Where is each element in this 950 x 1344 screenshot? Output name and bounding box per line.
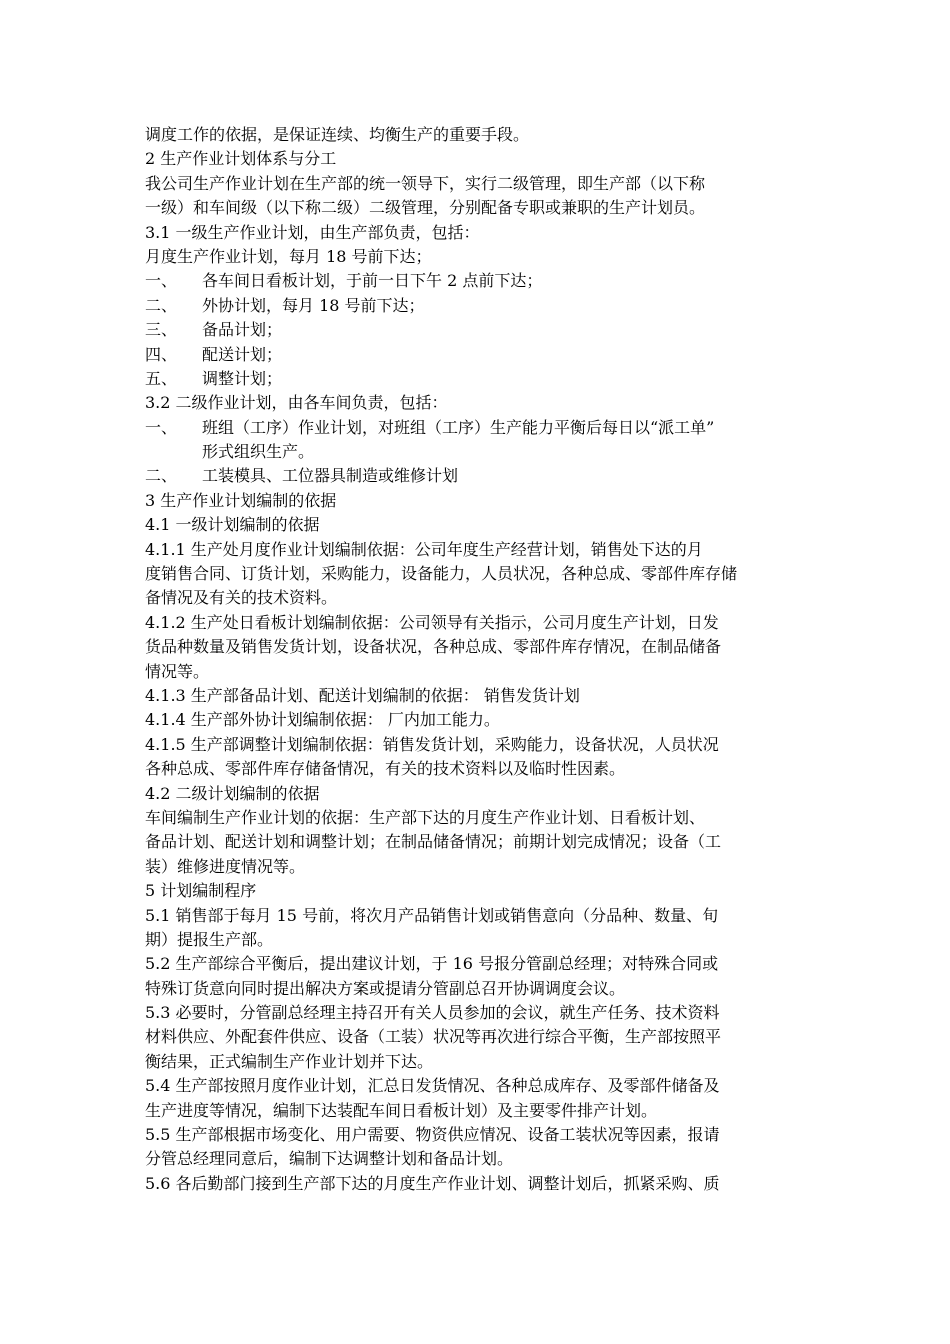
text-line [145, 172, 815, 196]
line-text: 3.1 一级生产作业计划，由生产部负责，包括： [145, 222, 480, 242]
line-text: 工装模具、工位器具制造或维修计划 [202, 466, 459, 486]
text-line [145, 343, 815, 367]
text-line [145, 221, 815, 245]
line-text: 特殊订货意向同时提出解决方案或提请分管副总召开协调调度会议。 [145, 978, 626, 998]
text-line [145, 489, 815, 513]
text-line [145, 1025, 815, 1049]
line-text: 外协计划，每月 18 号前下达； [202, 295, 425, 315]
line-text: 配送计划； [202, 344, 283, 364]
text-line [145, 708, 815, 732]
line-text: 调度工作的依据，是保证连续、均衡生产的重要手段。 [145, 125, 530, 144]
text-line [145, 879, 815, 903]
text-line [145, 684, 815, 708]
text-line [145, 733, 815, 757]
text-line [145, 635, 815, 659]
text-line [145, 757, 815, 781]
line-text: 4.1.3 生产部备品计划、配送计划编制的依据： 销售发货计划 [145, 685, 580, 705]
text-line [145, 611, 815, 635]
text-line [145, 830, 815, 854]
text-line [145, 977, 815, 1001]
text-line [145, 196, 815, 220]
text-line [145, 806, 815, 830]
line-text: 5.5 生产部根据市场变化、用户需要、物资供应情况、设备工装状况等因素，报请 [145, 1125, 720, 1145]
text-line [145, 391, 815, 415]
line-text: 4.1.1 生产处月度作业计划编制依据：公司年度生产经营计划，销售处下达的月 [145, 539, 703, 559]
text-line [145, 928, 815, 952]
text-line [145, 367, 815, 391]
line-text: 形式组织生产。 [202, 442, 315, 462]
line-text: 货品种数量及销售发货计划，设备状况，各种总成、零部件库存情况，在制品储备 [145, 637, 722, 657]
text-line [145, 660, 815, 684]
line-text: 5.4 生产部按照月度作业计划，汇总日发货情况、各种总成库存、及零部件储备及 [145, 1076, 720, 1096]
line-text: 3 生产作业计划编制的依据 [145, 490, 337, 510]
text-line [145, 1050, 815, 1074]
line-text: 班组（工序）作业计划，对班组（工序）生产能力平衡后每日以“派工单” [202, 417, 715, 437]
text-line [145, 245, 815, 269]
line-text: 一级）和车间级（以下称二级）二级管理，分别配备专职或兼职的生产计划员。 [145, 198, 706, 218]
line-text: 2 生产作业计划体系与分工 [145, 149, 337, 169]
line-text: 4.1.5 生产部调整计划编制依据：销售发货计划，采购能力，设备状况，人员状况 [145, 734, 719, 754]
text-line [145, 1074, 815, 1098]
line-text: 装）维修进度情况等。 [145, 856, 306, 876]
line-text: 5.6 各后勤部门接到生产部下达的月度生产作业计划、调整计划后，抓紧采购、质 [145, 1173, 720, 1193]
text-line [145, 464, 815, 488]
line-text: 4.1 一级计划编制的依据 [145, 515, 320, 535]
text-line [145, 294, 815, 318]
line-text: 情况等。 [145, 661, 210, 681]
text-line [145, 1172, 815, 1196]
line-text: 备情况及有关的技术资料。 [145, 588, 338, 608]
text-line [145, 538, 815, 562]
line-text: 各种总成、零部件库存储备情况，有关的技术资料以及临时性因素。 [145, 759, 626, 779]
line-text: 生产进度等情况，编制下达装配车间日看板计划）及主要零件排产计划。 [145, 1100, 658, 1120]
list-number: 一、 [145, 271, 178, 291]
text-line [145, 1147, 815, 1171]
line-text: 5 计划编制程序 [145, 881, 257, 901]
line-text: 4.1.2 生产处日看板计划编制依据：公司领导有关指示，公司月度生产计划，日发 [145, 612, 719, 632]
line-text: 5.2 生产部综合平衡后，提出建议计划，于 16 号报分管副总经理；对特殊合同或 [145, 954, 719, 974]
text-line [145, 586, 815, 610]
line-text: 材料供应、外配套件供应、设备（工装）状况等再次进行综合平衡，生产部按照平 [145, 1027, 722, 1047]
line-text: 月度生产作业计划，每月 18 号前下达； [145, 246, 432, 266]
line-text: 各车间日看板计划，于前一日下午 2 点前下达； [202, 271, 543, 291]
line-text: 5.3 必要时，分管副总经理主持召开有关人员参加的会议，就生产任务、技术资料 [145, 1003, 720, 1023]
line-text: 5.1 销售部于每月 15 号前，将次月产品销售计划或销售意向（分品种、数量、旬 [145, 905, 719, 925]
line-text: 备品计划； [202, 320, 283, 340]
text-line [145, 269, 815, 293]
text-line [145, 318, 815, 342]
line-text: 3.2 二级作业计划，由各车间负责，包括： [145, 393, 448, 413]
list-number: 五、 [145, 368, 178, 388]
text-line [145, 416, 815, 440]
text-line [145, 513, 815, 537]
list-number: 二、 [145, 466, 178, 486]
line-text: 分管总经理同意后，编制下达调整计划和备品计划。 [145, 1149, 514, 1169]
line-text: 期）提报生产部。 [145, 929, 274, 949]
text-line [145, 1001, 815, 1025]
text-line [145, 782, 815, 806]
line-text: 备品计划、配送计划和调整计划；在制品储备情况；前期计划完成情况；设备（工 [145, 832, 722, 852]
list-number: 二、 [145, 295, 178, 315]
text-line [145, 440, 815, 464]
text-line [145, 147, 815, 171]
text-line [145, 1123, 815, 1147]
document-page [145, 123, 815, 1196]
line-text: 车间编制生产作业计划的依据：生产部下达的月度生产作业计划、日看板计划、 [145, 807, 706, 827]
text-line [145, 904, 815, 928]
text-line [145, 952, 815, 976]
line-text: 我公司生产作业计划在生产部的统一领导下，实行二级管理，即生产部（以下称 [145, 173, 706, 193]
line-text: 4.2 二级计划编制的依据 [145, 783, 320, 803]
line-text: 度销售合同、订货计划，采购能力，设备能力，人员状况，各种总成、零部件库存储 [145, 564, 738, 584]
list-number: 三、 [145, 320, 178, 340]
text-line [145, 855, 815, 879]
line-text: 4.1.4 生产部外协计划编制依据： 厂内加工能力。 [145, 710, 500, 730]
line-text: 调整计划； [202, 368, 283, 388]
text-line [145, 1099, 815, 1123]
text-line [145, 123, 815, 147]
list-number: 四、 [145, 344, 178, 364]
text-line [145, 562, 815, 586]
line-text: 衡结果，正式编制生产作业计划并下达。 [145, 1051, 434, 1071]
list-number: 一、 [145, 417, 178, 437]
